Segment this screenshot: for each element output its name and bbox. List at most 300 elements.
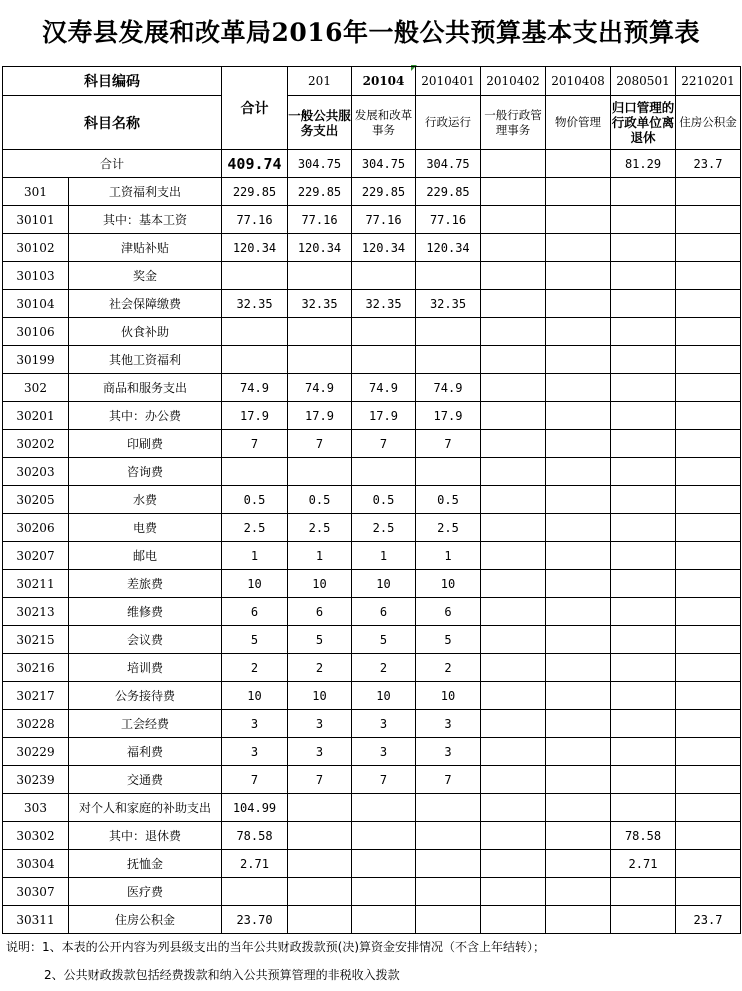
row-name: 社会保障缴费 (69, 290, 222, 318)
row-cell (481, 346, 546, 374)
row-cell: 2 (352, 654, 416, 682)
row-cell: 23.7 (676, 906, 741, 934)
table-row (3, 822, 741, 850)
row-cell: 10 (288, 682, 352, 710)
row-cell (481, 290, 546, 318)
total-cell: 304.75 (288, 150, 352, 178)
row-cell (676, 794, 741, 822)
row-cell (676, 850, 741, 878)
col-name: 行政运行 (416, 96, 481, 150)
row-name: 邮电 (69, 542, 222, 570)
row-code: 303 (3, 794, 69, 822)
row-cell (546, 850, 611, 878)
row-cell: 7 (352, 430, 416, 458)
code-header: 科目编码 (3, 67, 222, 96)
table-row (3, 458, 741, 486)
row-cell (546, 234, 611, 262)
row-cell (352, 906, 416, 934)
row-cell (611, 654, 676, 682)
row-sum: 5 (222, 626, 288, 654)
row-cell (481, 738, 546, 766)
row-cell: 2.5 (352, 514, 416, 542)
row-sum: 2 (222, 654, 288, 682)
row-sum: 2.71 (222, 850, 288, 878)
table-row (3, 374, 741, 402)
row-cell: 0.5 (352, 486, 416, 514)
table-row (3, 570, 741, 598)
row-cell: 120.34 (352, 234, 416, 262)
row-name: 差旅费 (69, 570, 222, 598)
col-code: 201 (288, 67, 352, 96)
row-cell: 0.5 (288, 486, 352, 514)
row-cell (611, 206, 676, 234)
row-cell: 10 (416, 570, 481, 598)
row-cell: 10 (416, 682, 481, 710)
total-cell (546, 150, 611, 178)
row-cell (481, 654, 546, 682)
row-cell: 7 (352, 766, 416, 794)
row-sum: 120.34 (222, 234, 288, 262)
row-cell: 10 (352, 682, 416, 710)
row-cell (611, 178, 676, 206)
row-code: 30215 (3, 626, 69, 654)
row-cell (611, 486, 676, 514)
row-cell (676, 262, 741, 290)
row-cell (481, 486, 546, 514)
row-name: 奖金 (69, 262, 222, 290)
row-cell: 2.5 (288, 514, 352, 542)
row-cell (546, 290, 611, 318)
row-cell: 77.16 (352, 206, 416, 234)
row-cell (611, 430, 676, 458)
row-cell (352, 262, 416, 290)
row-cell (676, 458, 741, 486)
row-name: 水费 (69, 486, 222, 514)
col-code: 2210201 (676, 67, 741, 96)
row-cell (546, 906, 611, 934)
row-cell: 7 (416, 766, 481, 794)
name-header: 科目名称 (3, 96, 222, 150)
row-cell: 77.16 (288, 206, 352, 234)
row-cell: 229.85 (288, 178, 352, 206)
table-row (3, 486, 741, 514)
row-cell (546, 738, 611, 766)
table-row (3, 626, 741, 654)
row-cell: 229.85 (352, 178, 416, 206)
row-cell (611, 878, 676, 906)
row-cell (611, 514, 676, 542)
row-cell (481, 598, 546, 626)
table-row (3, 850, 741, 878)
row-code: 30207 (3, 542, 69, 570)
row-cell (546, 710, 611, 738)
row-name: 工资福利支出 (69, 178, 222, 206)
row-name: 其他工资福利 (69, 346, 222, 374)
total-sum: 409.74 (222, 150, 288, 178)
row-sum: 32.35 (222, 290, 288, 318)
row-name: 交通费 (69, 766, 222, 794)
table-row (3, 542, 741, 570)
row-cell: 10 (288, 570, 352, 598)
row-code: 30201 (3, 402, 69, 430)
row-sum: 10 (222, 682, 288, 710)
table-row (3, 318, 741, 346)
footnote-1: 说明：1、本表的公开内容为列县级支出的当年公共财政拨款预(决)算资金安排情况（不含上年结转）； (6, 940, 546, 954)
table-row (3, 766, 741, 794)
row-sum: 104.99 (222, 794, 288, 822)
row-cell (481, 626, 546, 654)
row-cell (546, 794, 611, 822)
row-cell (288, 318, 352, 346)
row-cell: 32.35 (416, 290, 481, 318)
row-cell: 74.9 (288, 374, 352, 402)
row-code: 30307 (3, 878, 69, 906)
row-cell: 2.71 (611, 850, 676, 878)
row-sum: 77.16 (222, 206, 288, 234)
row-cell: 5 (288, 626, 352, 654)
row-sum: 0.5 (222, 486, 288, 514)
row-cell (611, 906, 676, 934)
row-cell: 1 (416, 542, 481, 570)
row-cell: 3 (352, 738, 416, 766)
row-cell (676, 878, 741, 906)
row-name: 其中：基本工资 (69, 206, 222, 234)
row-cell (676, 374, 741, 402)
table-row (3, 234, 741, 262)
row-cell (676, 682, 741, 710)
row-cell (611, 766, 676, 794)
table-row (3, 290, 741, 318)
col-code: 2010401 (416, 67, 481, 96)
row-sum: 74.9 (222, 374, 288, 402)
row-code: 30311 (3, 906, 69, 934)
row-sum: 78.58 (222, 822, 288, 850)
row-code: 30302 (3, 822, 69, 850)
row-sum (222, 318, 288, 346)
row-cell (676, 346, 741, 374)
row-cell: 6 (416, 598, 481, 626)
row-name: 工会经费 (69, 710, 222, 738)
row-sum: 1 (222, 542, 288, 570)
row-sum (222, 346, 288, 374)
row-name: 电费 (69, 514, 222, 542)
table-row (3, 430, 741, 458)
col-name: 发展和改革事务 (352, 96, 416, 150)
row-code: 30206 (3, 514, 69, 542)
table-row (3, 598, 741, 626)
row-cell (676, 514, 741, 542)
row-sum: 23.70 (222, 906, 288, 934)
row-code: 30304 (3, 850, 69, 878)
row-name: 医疗费 (69, 878, 222, 906)
row-cell (352, 822, 416, 850)
row-sum: 10 (222, 570, 288, 598)
row-cell (352, 850, 416, 878)
col-name: 归口管理的行政单位离退休 (611, 96, 676, 150)
row-cell: 6 (288, 598, 352, 626)
table-row (3, 262, 741, 290)
row-code: 30205 (3, 486, 69, 514)
row-cell (676, 766, 741, 794)
col-code: 2010408 (546, 67, 611, 96)
row-cell (546, 822, 611, 850)
row-cell (546, 654, 611, 682)
row-cell: 1 (288, 542, 352, 570)
row-cell (676, 626, 741, 654)
row-cell (288, 346, 352, 374)
row-code: 30228 (3, 710, 69, 738)
row-cell (481, 570, 546, 598)
table-row (3, 514, 741, 542)
row-cell (481, 794, 546, 822)
row-code: 30216 (3, 654, 69, 682)
row-cell (481, 766, 546, 794)
col-name: 一般公共服务支出 (288, 96, 352, 150)
total-label: 合计 (3, 150, 222, 178)
row-cell (611, 262, 676, 290)
row-cell (611, 682, 676, 710)
row-cell: 7 (288, 766, 352, 794)
table-row (3, 906, 741, 934)
table-row (3, 710, 741, 738)
row-cell: 6 (352, 598, 416, 626)
row-cell (546, 318, 611, 346)
row-cell (481, 906, 546, 934)
row-cell: 17.9 (416, 402, 481, 430)
row-cell: 10 (352, 570, 416, 598)
row-cell: 77.16 (416, 206, 481, 234)
row-name: 抚恤金 (69, 850, 222, 878)
row-cell (352, 318, 416, 346)
row-cell (288, 794, 352, 822)
row-name: 伙食补助 (69, 318, 222, 346)
row-cell (481, 878, 546, 906)
row-cell (546, 626, 611, 654)
row-cell (546, 682, 611, 710)
row-cell (546, 346, 611, 374)
total-cell: 304.75 (352, 150, 416, 178)
row-cell (546, 766, 611, 794)
row-cell (481, 430, 546, 458)
row-cell: 74.9 (352, 374, 416, 402)
table-row (3, 402, 741, 430)
row-cell: 17.9 (352, 402, 416, 430)
row-cell (676, 234, 741, 262)
table-row (3, 682, 741, 710)
row-name: 培训费 (69, 654, 222, 682)
total-cell: 23.7 (676, 150, 741, 178)
row-cell (546, 570, 611, 598)
row-cell: 229.85 (416, 178, 481, 206)
row-sum: 6 (222, 598, 288, 626)
row-cell (546, 486, 611, 514)
row-cell (611, 626, 676, 654)
row-code: 30202 (3, 430, 69, 458)
table-row (3, 206, 741, 234)
row-cell (611, 794, 676, 822)
row-cell (481, 402, 546, 430)
row-cell: 5 (416, 626, 481, 654)
row-name: 印刷费 (69, 430, 222, 458)
total-cell: 81.29 (611, 150, 676, 178)
row-code: 30199 (3, 346, 69, 374)
row-cell (416, 458, 481, 486)
row-cell: 32.35 (288, 290, 352, 318)
row-cell: 3 (416, 738, 481, 766)
row-cell: 3 (288, 710, 352, 738)
row-cell: 17.9 (288, 402, 352, 430)
col-code: 20104 (352, 67, 416, 96)
row-name: 其中：退休费 (69, 822, 222, 850)
row-name: 商品和服务支出 (69, 374, 222, 402)
row-name: 咨询费 (69, 458, 222, 486)
row-sum (222, 262, 288, 290)
row-cell: 3 (416, 710, 481, 738)
row-cell (416, 318, 481, 346)
row-cell (481, 682, 546, 710)
row-cell (676, 178, 741, 206)
row-cell (288, 878, 352, 906)
row-cell (481, 178, 546, 206)
row-cell (611, 598, 676, 626)
row-cell (676, 206, 741, 234)
row-cell (546, 178, 611, 206)
total-cell: 304.75 (416, 150, 481, 178)
table-row (3, 178, 741, 206)
header-name-row (3, 96, 741, 150)
row-cell (546, 458, 611, 486)
row-cell (416, 878, 481, 906)
row-code: 30203 (3, 458, 69, 486)
row-cell (481, 458, 546, 486)
row-cell: 7 (416, 430, 481, 458)
row-name: 津贴补贴 (69, 234, 222, 262)
row-sum: 7 (222, 430, 288, 458)
row-cell: 74.9 (416, 374, 481, 402)
col-name: 物价管理 (546, 96, 611, 150)
row-sum: 7 (222, 766, 288, 794)
row-cell (288, 850, 352, 878)
header-code-row (3, 67, 741, 96)
row-cell (416, 346, 481, 374)
row-cell: 2 (288, 654, 352, 682)
table-row (3, 878, 741, 906)
row-cell: 5 (352, 626, 416, 654)
row-cell: 78.58 (611, 822, 676, 850)
row-cell (676, 822, 741, 850)
row-cell: 120.34 (416, 234, 481, 262)
col-code: 2080501 (611, 67, 676, 96)
row-code: 301 (3, 178, 69, 206)
row-cell (546, 598, 611, 626)
row-cell (546, 878, 611, 906)
col-name: 一般行政管理事务 (481, 96, 546, 150)
row-name: 维修费 (69, 598, 222, 626)
row-cell (416, 822, 481, 850)
row-cell (611, 710, 676, 738)
row-code: 30213 (3, 598, 69, 626)
row-code: 30101 (3, 206, 69, 234)
row-cell (611, 346, 676, 374)
row-cell (288, 906, 352, 934)
row-cell: 1 (352, 542, 416, 570)
row-cell: 3 (288, 738, 352, 766)
row-sum: 3 (222, 710, 288, 738)
table-row (3, 346, 741, 374)
row-cell (481, 822, 546, 850)
row-cell (676, 486, 741, 514)
row-cell (611, 738, 676, 766)
row-code: 30104 (3, 290, 69, 318)
row-sum: 17.9 (222, 402, 288, 430)
row-cell (416, 794, 481, 822)
row-sum: 2.5 (222, 514, 288, 542)
row-code: 30106 (3, 318, 69, 346)
row-cell (546, 542, 611, 570)
row-cell (481, 234, 546, 262)
table-row (3, 654, 741, 682)
row-code: 30239 (3, 766, 69, 794)
row-cell (481, 318, 546, 346)
row-cell (676, 402, 741, 430)
table-row (3, 794, 741, 822)
row-cell (611, 290, 676, 318)
row-cell (676, 710, 741, 738)
footnote-2: 2、公共财政拨款包括经费拨款和纳入公共预算管理的非税收入拨款 (44, 968, 400, 982)
row-code: 302 (3, 374, 69, 402)
row-cell (676, 654, 741, 682)
row-cell (546, 430, 611, 458)
row-name: 对个人和家庭的补助支出 (69, 794, 222, 822)
row-sum (222, 458, 288, 486)
row-cell (611, 542, 676, 570)
table-row (3, 738, 741, 766)
row-cell (546, 262, 611, 290)
row-sum: 229.85 (222, 178, 288, 206)
row-cell (288, 262, 352, 290)
row-name: 公务接待费 (69, 682, 222, 710)
row-cell: 7 (288, 430, 352, 458)
budget-table (2, 66, 741, 934)
row-cell (481, 542, 546, 570)
row-name: 其中：办公费 (69, 402, 222, 430)
row-cell (288, 458, 352, 486)
row-cell (611, 374, 676, 402)
row-cell (546, 402, 611, 430)
table-body (3, 178, 741, 934)
row-cell (546, 514, 611, 542)
row-name: 会议费 (69, 626, 222, 654)
total-row (3, 150, 741, 178)
row-cell (352, 346, 416, 374)
row-cell (481, 850, 546, 878)
row-cell (611, 458, 676, 486)
row-cell: 3 (352, 710, 416, 738)
row-cell (416, 906, 481, 934)
row-cell (481, 206, 546, 234)
total-cell (481, 150, 546, 178)
row-cell (416, 262, 481, 290)
row-cell: 0.5 (416, 486, 481, 514)
row-cell: 2.5 (416, 514, 481, 542)
row-code: 30217 (3, 682, 69, 710)
row-sum (222, 878, 288, 906)
row-cell (611, 402, 676, 430)
row-cell (676, 738, 741, 766)
row-cell (481, 262, 546, 290)
row-cell (352, 458, 416, 486)
row-cell (352, 794, 416, 822)
